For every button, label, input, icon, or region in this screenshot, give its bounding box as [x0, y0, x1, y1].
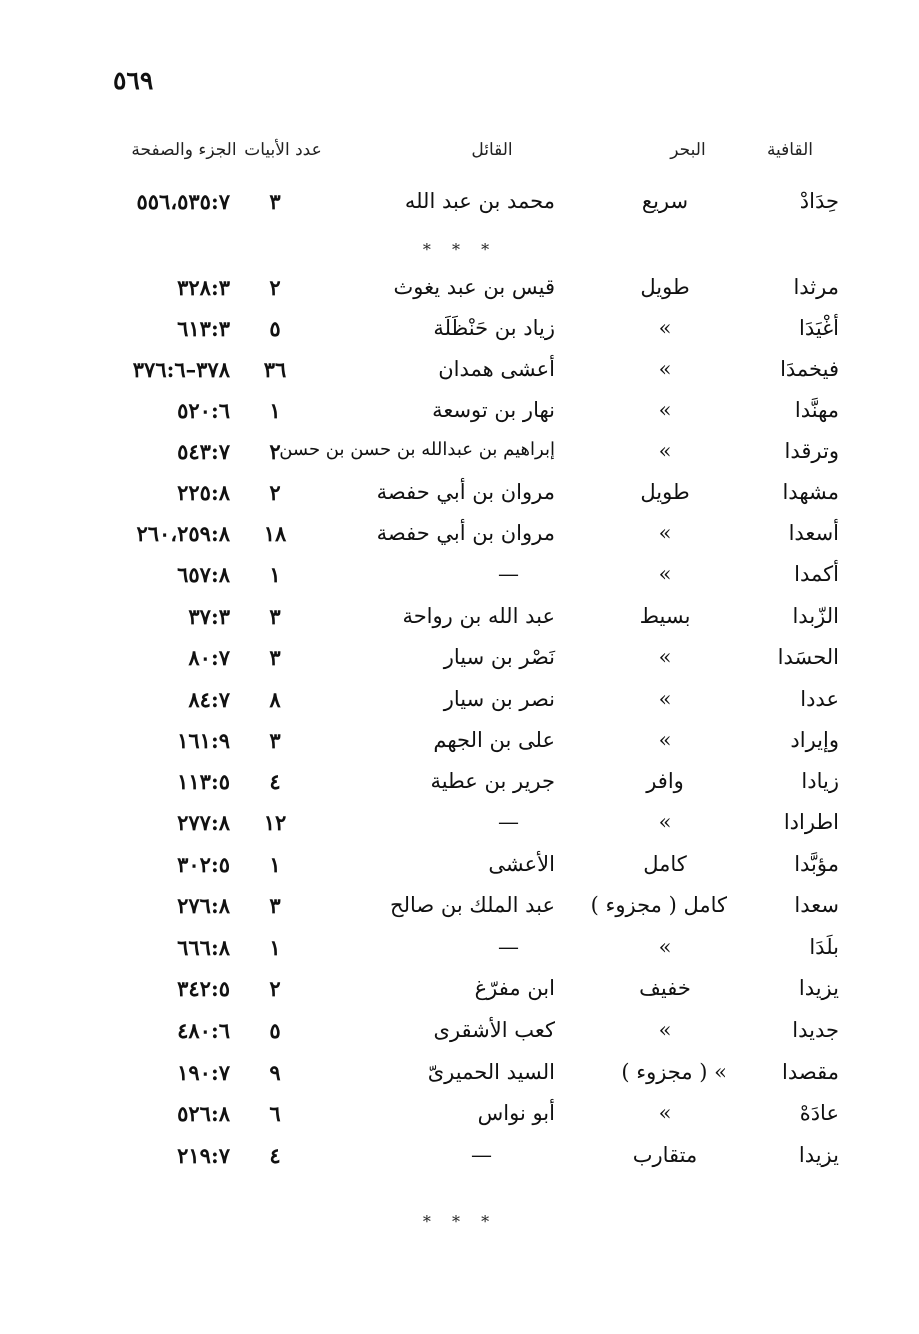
meter-cell: »	[658, 398, 672, 422]
poet-cell: قيس بن عبد يغوث	[393, 275, 555, 299]
rhyme-cell: وإيراد	[790, 728, 839, 752]
rhyme-cell: سعدا	[794, 893, 839, 917]
table-row	[0, 476, 919, 516]
rhyme-cell: مقصدا	[782, 1060, 839, 1084]
rhyme-cell: يزيدا	[798, 1143, 839, 1167]
verse-count-cell: ٥	[269, 1018, 281, 1043]
meter-cell: »	[658, 728, 672, 752]
volume-page-cell: ٢٧٦:٨	[177, 893, 230, 918]
rhyme-cell: مشهدا	[782, 480, 839, 504]
rhyme-cell: عادَهْ	[799, 1101, 839, 1125]
volume-page-cell: ٦١٣:٣	[177, 316, 230, 341]
poet-cell: السيد الحميرىّ	[427, 1060, 555, 1084]
verse-count-cell: ٣	[269, 189, 281, 214]
poet-cell: أبو نواس	[477, 1101, 555, 1125]
meter-cell: »	[658, 439, 672, 463]
poet-cell: نصر بن سيار	[443, 687, 555, 711]
meter-cell: خفيف	[639, 976, 691, 1000]
volume-page-cell: ٥٤٣:٧	[177, 439, 230, 464]
volume-page-cell: ١٦١:٩	[177, 728, 230, 753]
header-meter: البحر	[670, 140, 706, 160]
volume-page-cell: ٢٦٠،٢٥٩:٨	[136, 521, 230, 546]
meter-cell: سريع	[641, 189, 689, 213]
rhyme-cell: الحسَدا	[777, 645, 839, 669]
header-rhyme: القافية	[766, 140, 813, 160]
verse-count-cell: ١	[269, 852, 281, 877]
verse-count-cell: ٣	[269, 604, 281, 629]
poet-cell: جرير بن عطية	[430, 769, 555, 793]
meter-cell: »	[658, 935, 672, 959]
verse-count-cell: ٢	[269, 275, 281, 300]
volume-page-cell: ٥٢٦:٨	[177, 1101, 230, 1126]
table-row	[0, 931, 919, 971]
meter-cell: بسيط	[639, 604, 691, 628]
poet-cell: نَصْر بن سيار	[443, 645, 555, 669]
poet-cell: —	[498, 810, 519, 834]
poet-cell: على بن الجهم	[433, 728, 555, 752]
poet-cell: مروان بن أبي حفصة	[376, 521, 555, 545]
volume-page-cell: ٣٧٨–٣٧٦:٦	[132, 357, 230, 382]
volume-page-cell: ٤٨٠:٦	[177, 1018, 230, 1043]
volume-page-cell: ٦٦٦:٨	[177, 935, 230, 960]
meter-cell: »	[658, 687, 672, 711]
rhyme-cell: أكمدا	[794, 562, 839, 586]
verse-count-cell: ٢	[269, 439, 281, 464]
verse-count-cell: ٢	[269, 480, 281, 505]
table-row	[0, 683, 919, 723]
table-row	[0, 806, 919, 846]
poet-cell: مروان بن أبي حفصة	[376, 480, 555, 504]
poet-cell: —	[498, 562, 519, 586]
volume-page-cell: ٢١٩:٧	[177, 1143, 230, 1168]
rhyme-cell: عددا	[800, 687, 839, 711]
header-verse-count: عدد الأبيات	[244, 140, 322, 160]
verse-count-cell: ٤	[269, 769, 281, 794]
volume-page-cell: ٢٧٧:٨	[177, 810, 230, 835]
table-row	[0, 353, 919, 393]
volume-page-cell: ٥٥٦،٥٣٥:٧	[136, 189, 230, 214]
meter-cell: »	[658, 357, 672, 381]
table-row	[0, 848, 919, 888]
table-row	[0, 271, 919, 311]
volume-page-cell: ١٩٠:٧	[177, 1060, 230, 1085]
volume-page-cell: ٥٢٠:٦	[177, 398, 230, 423]
meter-cell: »	[658, 316, 672, 340]
page-number: ٥٦٩	[113, 66, 154, 95]
meter-cell: متقارب	[632, 1143, 698, 1167]
table-row	[0, 889, 919, 929]
verse-count-cell: ٢	[269, 976, 281, 1001]
table-row	[0, 312, 919, 352]
rhyme-cell: مهنَّدا	[794, 398, 839, 422]
volume-page-cell: ٢٢٥:٨	[177, 480, 230, 505]
verse-count-cell: ٣	[269, 645, 281, 670]
meter-cell: »	[658, 810, 672, 834]
verse-count-cell: ١	[269, 398, 281, 423]
poet-cell: —	[471, 1143, 492, 1167]
volume-page-cell: ٨٤:٧	[188, 687, 230, 712]
volume-page-cell: ٦٥٧:٨	[177, 562, 230, 587]
meter-cell: وافر	[646, 769, 684, 793]
poet-cell: زياد بن حَنْظَلَة	[433, 316, 555, 340]
rhyme-cell: وترقدا	[784, 439, 839, 463]
poet-cell: عبد الملك بن صالح	[390, 893, 555, 917]
meter-cell: » ( مجزوء )	[621, 1060, 727, 1084]
rhyme-cell: الزّبدا	[792, 604, 839, 628]
verse-count-cell: ٣	[269, 893, 281, 918]
header-poet: القائل	[471, 140, 513, 160]
table-row	[0, 1139, 919, 1179]
volume-page-cell: ٨٠:٧	[188, 645, 230, 670]
header-volume-page: الجزء والصفحة	[131, 140, 237, 160]
section-separator: * * *	[422, 1212, 498, 1231]
meter-cell: كامل ( مجزوء )	[590, 893, 727, 917]
rhyme-cell: بلَدَا	[809, 935, 839, 959]
volume-page-cell: ٣٧:٣	[188, 604, 230, 629]
table-row	[0, 517, 919, 557]
volume-page-cell: ٣٤٢:٥	[177, 976, 230, 1001]
volume-page-cell: ١١٣:٥	[177, 769, 230, 794]
table-row	[0, 435, 919, 475]
rhyme-cell: فيخمدَا	[780, 357, 839, 381]
verse-count-cell: ٥	[269, 316, 281, 341]
meter-cell: طويل	[640, 480, 690, 504]
poet-cell: عبد الله بن رواحة	[402, 604, 555, 628]
volume-page-cell: ٣٠٢:٥	[177, 852, 230, 877]
verse-count-cell: ٣	[269, 728, 281, 753]
verse-count-cell: ٦	[269, 1101, 281, 1126]
table-row	[0, 1097, 919, 1137]
table-row	[0, 558, 919, 598]
table-row	[0, 600, 919, 640]
table-row	[0, 724, 919, 764]
rhyme-cell: زيادا	[801, 769, 839, 793]
rhyme-cell: يزيدا	[798, 976, 839, 1000]
meter-cell: كامل	[643, 852, 687, 876]
verse-count-cell: ١٨	[263, 521, 287, 546]
rhyme-cell: مرثدا	[793, 275, 839, 299]
poet-cell: كعب الأشقرى	[433, 1018, 555, 1042]
rhyme-cell: حِدَادْ	[799, 189, 839, 213]
rhyme-cell: مؤبَّدا	[794, 852, 839, 876]
meter-cell: طويل	[640, 275, 690, 299]
volume-page-cell: ٣٢٨:٣	[177, 275, 230, 300]
verse-count-cell: ١٢	[263, 810, 287, 835]
section-separator: * * *	[422, 240, 498, 259]
table-row	[0, 1014, 919, 1054]
verse-count-cell: ٣٦	[263, 357, 287, 382]
table-row	[0, 641, 919, 681]
verse-count-cell: ٤	[269, 1143, 281, 1168]
rhyme-cell: أغْيَدَا	[798, 316, 839, 340]
verse-count-cell: ٨	[269, 687, 281, 712]
meter-cell: »	[658, 1018, 672, 1042]
meter-cell: »	[658, 645, 672, 669]
table-row	[0, 185, 919, 225]
verse-count-cell: ١	[269, 562, 281, 587]
rhyme-cell: جديدا	[792, 1018, 839, 1042]
rhyme-cell: أسعدا	[788, 521, 839, 545]
poet-cell: إبراهيم بن عبدالله بن حسن بن حسن	[279, 439, 555, 460]
verse-count-cell: ١	[269, 935, 281, 960]
meter-cell: »	[658, 562, 672, 586]
table-row	[0, 394, 919, 434]
rhyme-cell: اطرادا	[783, 810, 839, 834]
meter-cell: »	[658, 521, 672, 545]
meter-cell: »	[658, 1101, 672, 1125]
table-row	[0, 765, 919, 805]
poet-cell: نهار بن توسعة	[432, 398, 555, 422]
poet-cell: ابن مفرّغ	[474, 976, 555, 1000]
poet-cell: أعشى همدان	[438, 357, 555, 381]
table-row	[0, 972, 919, 1012]
poet-cell: —	[498, 935, 519, 959]
verse-count-cell: ٩	[269, 1060, 281, 1085]
table-row	[0, 1056, 919, 1096]
poet-cell: الأعشى	[488, 852, 555, 876]
poet-cell: محمد بن عبد الله	[404, 189, 555, 213]
